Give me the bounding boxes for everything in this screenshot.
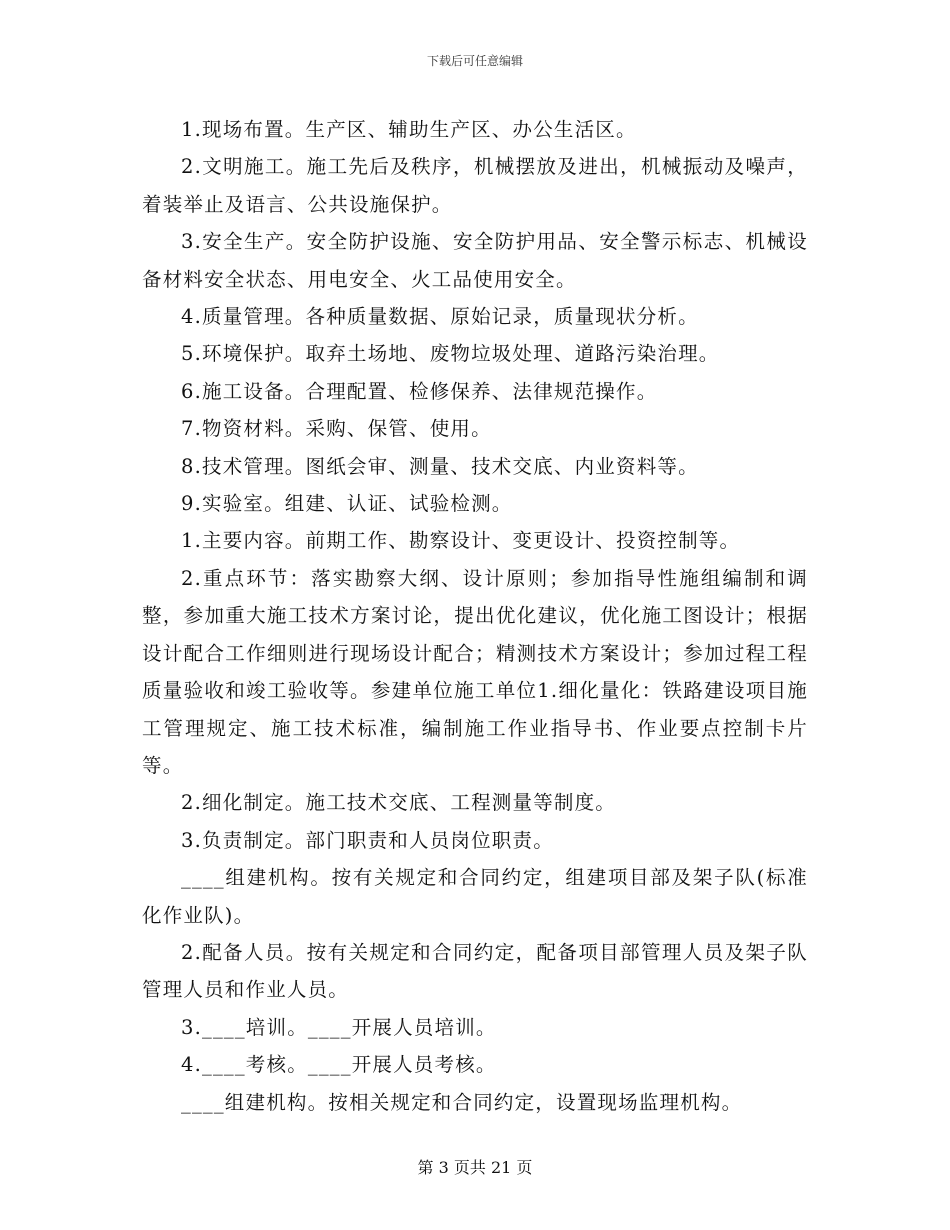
paragraph: 5.环境保护。取弃土场地、废物垃圾处理、道路污染治理。: [181, 342, 720, 366]
page-header: 下载后可任意编辑: [426, 54, 523, 68]
paragraph: ____组建机构。按相关规定和合同约定，设置现场监理机构。: [181, 1090, 743, 1114]
paragraph: 4.质量管理。各种质量数据、原始记录，质量现状分析。: [181, 305, 699, 329]
paragraph: 2.文明施工。施工先后及秩序，机械摆放及进出，机械振动及噪声，着装举止及语言、公共设施保护。: [142, 155, 808, 216]
page-footer: 第 3 页共 21 页: [417, 1158, 533, 1177]
paragraph: 3.负责制定。部门职责和人员岗位职责。: [181, 828, 554, 852]
paragraph: 1.现场布置。生产区、辅助生产区、办公生活区。: [181, 118, 637, 141]
paragraph: 8.技术管理。图纸会审、测量、技术交底、内业资料等。: [181, 454, 699, 478]
paragraph: 6.施工设备。合理配置、检修保养、法律规范操作。: [181, 379, 658, 403]
paragraph: 3.____培训。____开展人员培训。: [181, 1015, 497, 1039]
paragraph: 2.细化制定。施工技术交底、工程测量等制度。: [181, 791, 617, 815]
paragraph: 4.____考核。____开展人员考核。: [181, 1053, 497, 1077]
paragraph: 1.主要内容。前期工作、勘察设计、变更设计、投资控制等。: [181, 529, 741, 553]
paragraph: 2.配备人员。按有关规定和合同约定，配备项目部管理人员及架子队管理人员和作业人员。: [142, 940, 808, 1002]
paragraph: 7.物资材料。采购、保管、使用。: [181, 417, 492, 441]
paragraph: 3.安全生产。安全防护设施、安全防护用品、安全警示标志、机械设备材料安全状态、用电安全、火工品使用安全。: [142, 230, 808, 291]
document-body: [142, 111, 808, 1121]
paragraph: ____组建机构。按有关规定和合同约定，组建项目部及架子队(标准化作业队)。: [142, 866, 808, 927]
paragraph: 2.重点环节：落实勘察大纲、设计原则；参加指导性施组编制和调整，参加重大施工技术方案讨论，提出优化建议，优化施工图设计；根据设计配合工作细则进行现场设计配合；精测技术方案设计；参加过程工程质量验收和竣工验收等。参建单位施工单位1.细化量化：铁路建设项目施工管理规定、施工技术标准，编制施工作业指导书、作业要点控制卡片等。: [142, 566, 808, 777]
paragraph: 9.实验室。组建、认证、试验检测。: [181, 492, 513, 516]
